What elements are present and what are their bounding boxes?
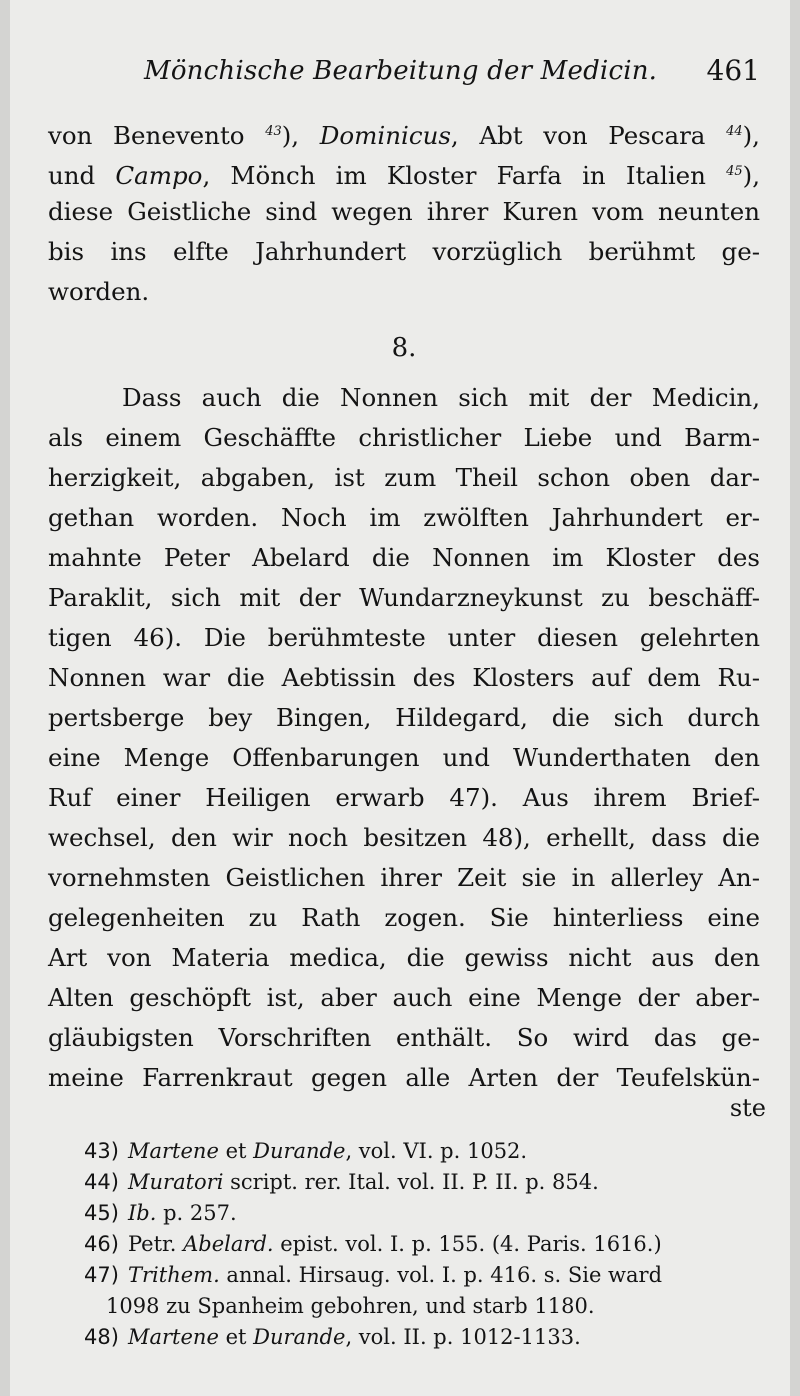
- text-line: herzigkeit, abgaben, ist zum Theil schon oben dar-: [48, 463, 760, 492]
- page-edge-left: [0, 0, 10, 1396]
- footnote: 43) Martene et Durande, vol. VI. p. 1052.: [84, 1139, 528, 1163]
- text-line: wechsel, den wir noch besitzen 48), erhellt, dass die: [48, 823, 760, 852]
- text-line: eine Menge Offenbarungen und Wunderthaten den: [48, 743, 760, 772]
- catchword: ste: [729, 1094, 766, 1122]
- text-line: gelegenheiten zu Rath zogen. Sie hinterliess eine: [48, 903, 760, 932]
- footnote: 45) Ib. p. 257.: [84, 1201, 237, 1225]
- text-line: als einem Geschäffte christlicher Liebe und Barm-: [48, 423, 760, 452]
- text-line: Dass auch die Nonnen sich mit der Medicin,: [122, 383, 760, 412]
- running-title: Mönchische Bearbeitung der Medicin.: [144, 56, 658, 86]
- text-line: bis ins elfte Jahrhundert vorzüglich berühmt ge-: [48, 237, 760, 266]
- section-heading: [48, 328, 760, 368]
- text-line: gethan worden. Noch im zwölften Jahrhundert er-: [48, 503, 760, 532]
- footnotes: [84, 1136, 764, 1353]
- footnote-continuation: 1098 zu Spanheim gebohren, und starb 1180.: [106, 1294, 595, 1318]
- page-header: [120, 54, 760, 94]
- text-line: mahnte Peter Abelard die Nonnen im Kloster des: [48, 543, 760, 572]
- text-line: von Benevento $^{43}$), Dominicus, Abt von Pescara $^{44}$),: [48, 121, 760, 151]
- footnote: 48) Martene et Durande, vol. II. p. 1012-1133.: [84, 1325, 581, 1349]
- paragraph: [48, 378, 760, 1098]
- footnote: 47) Trithem. annal. Hirsaug. vol. I. p. 416. s. Sie ward: [84, 1263, 663, 1287]
- text-block-top: [48, 112, 760, 312]
- text-line: tigen 46). Die berühmteste unter diesen gelehrten: [48, 623, 760, 652]
- section-number: 8.: [391, 333, 417, 363]
- page-edge-right: [790, 0, 800, 1396]
- text-line: Ruf einer Heiligen erwarb 47). Aus ihrem Brief-: [48, 783, 760, 812]
- text-line: worden.: [48, 277, 150, 306]
- page-number: 461: [706, 54, 760, 87]
- text-line: pertsberge bey Bingen, Hildegard, die sich durch: [48, 703, 760, 732]
- text-line: und Campo, Mönch im Kloster Farfa in Italien $^{45}$),: [48, 161, 760, 191]
- text-line: gläubigsten Vorschriften enthält. So wird das ge-: [48, 1023, 760, 1052]
- text-line: Paraklit, sich mit der Wundarzneykunst zu beschäff-: [48, 583, 760, 612]
- footnote: 44) Muratori script. rer. Ital. vol. II. P. II. p. 854.: [84, 1170, 599, 1194]
- text-line: Alten geschöpft ist, aber auch eine Menge der aber-: [48, 983, 760, 1012]
- text-line: diese Geistliche sind wegen ihrer Kuren vom neunten: [48, 197, 760, 226]
- text-line: Art von Materia medica, die gewiss nicht aus den: [48, 943, 760, 972]
- text-line: Nonnen war die Aebtissin des Klosters auf dem Ru-: [48, 663, 760, 692]
- text-line: vornehmsten Geistlichen ihrer Zeit sie in allerley An-: [48, 863, 760, 892]
- footnote: 46) Petr. Abelard. epist. vol. I. p. 155. (4. Paris. 1616.): [84, 1232, 662, 1256]
- text-line: meine Farrenkraut gegen alle Arten der Teufelskün-: [48, 1063, 760, 1092]
